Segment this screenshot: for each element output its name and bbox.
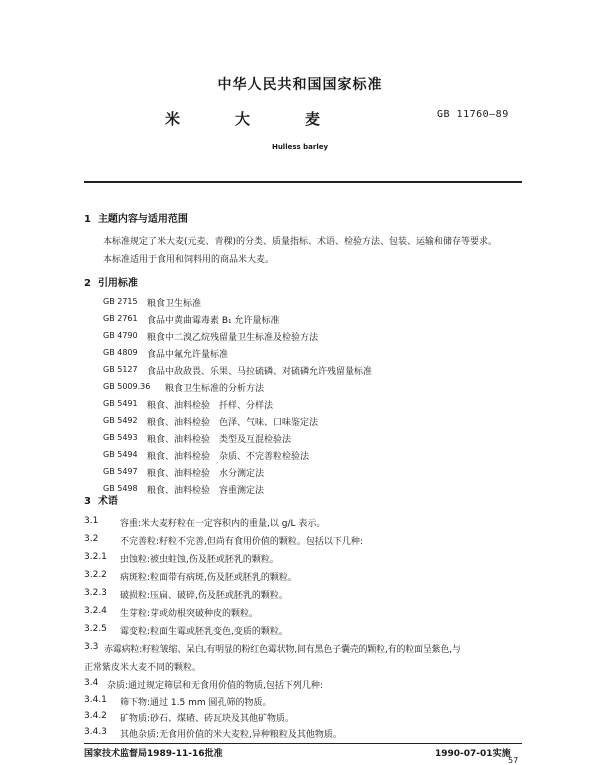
page-number: 57 [508,756,519,765]
reference-title: 粮食、油料检验 容重测定法 [147,486,265,496]
reference-title: 粮食卫生标准的分析方法 [165,384,265,394]
reference-code: GB 5491 [103,399,138,408]
term-number: 3.4.1 [84,695,107,705]
section-number: 2 [84,278,91,289]
section-title: 主题内容与适用范围 [97,214,188,225]
term-number: 3.4.2 [84,711,107,721]
term-number: 3.2 [84,534,99,544]
section-2-heading [84,274,138,289]
reference-title: 粮食、油料检验 扦样、分样法 [147,401,274,411]
title-char: 大 [235,110,251,128]
reference-code: GB 2761 [103,314,138,323]
term-text: 正常紫皮米大麦不同的颗粒。 [84,663,202,673]
reference-title: 食品中黄曲霉毒素 B₁ 允许量标准 [147,316,280,326]
term-number: 3.4 [84,678,99,688]
reference-title: 食品中敌敌畏、乐果、马拉硫磷、对硫磷允许残留量标准 [147,367,373,377]
document-title [165,108,375,129]
term-text: 杂质:通过规定筛层和无食用价值的物质,包括下列几种: [107,681,323,691]
title-char: 麦 [305,110,321,128]
reference-code: GB 4809 [103,348,138,357]
term-number: 3.2.4 [84,606,107,616]
reference-code: GB 2715 [103,297,138,306]
english-title: Hulless barley [271,143,329,151]
reference-code: GB 5009.36 [103,382,151,391]
section-1-heading [84,210,188,225]
reference-code: GB 5492 [103,416,138,425]
term-number: 3.2.3 [84,588,107,598]
section-number: 1 [84,214,91,225]
term-number: 3.2.2 [84,570,107,580]
reference-code: GB 5493 [103,433,138,442]
term-text: 破损粒:压扁、破碎,伤及胚或胚乳的颗粒。 [120,591,288,601]
term-number: 3.4.3 [84,727,107,737]
term-text: 筛下物:通过 1.5 mm 圆孔筛的物质。 [120,698,272,708]
standard-code: GB 11760—89 [437,109,509,120]
section-number: 3 [84,496,91,507]
term-text: 霉变粒:粒面生霉或胚乳变色,变质的颗粒。 [120,627,288,637]
term-number: 3.1 [84,516,99,526]
reference-title: 粮食卫生标准 [147,299,202,309]
national-standard-heading: 中华人民共和国国家标准 [217,77,383,93]
term-text: 生芽粒:芽或幼根突破种皮的颗粒。 [120,609,259,619]
term-text: 不完善粒:籽粒不完善,但尚有食用价值的颗粒。包括以下几种: [120,537,363,547]
reference-title: 粮食、油料检验 杂质、不完善粒检验法 [147,452,310,462]
reference-code: GB 5127 [103,365,138,374]
term-text: 矿物质:砂石、煤碴、砖瓦块及其他矿物质。 [120,714,295,724]
term-number: 3.3 [84,642,99,652]
section-title: 引用标准 [97,278,138,289]
reference-title: 粮食、油料检验 色泽、气味、口味鉴定法 [147,418,319,428]
term-number: 3.2.1 [84,552,107,562]
term-number: 3.2.5 [84,624,107,634]
reference-code: GB 4790 [103,331,138,340]
term-text: 虫蚀粒:被虫蛀蚀,伤及胚或胚乳的颗粒。 [120,555,279,565]
implementation-date: 1990-07-01实施 [435,749,511,759]
approval-date: 国家技术监督局1989-11-16批准 [84,749,223,759]
term-text: 赤霉病粒:籽粒皱缩、呆白,有明显的粉红色霉状物,间有黑色子囊壳的颗粒,有的粒面呈紫色,与 [104,645,461,655]
title-char: 米 [165,110,181,128]
paragraph: 本标准规定了米大麦(元麦、青稞)的分类、质量指标、术语、检验方法、包装、运输和储存等要求。 [103,237,498,247]
reference-title: 食品中氟允许量标准 [147,350,229,360]
term-text: 其他杂质:无食用价值的米大麦粒,异种粮粒及其他物质。 [120,730,342,740]
reference-code: GB 5498 [103,484,138,493]
term-text: 病斑粒:粒面带有病斑,伤及胚或胚乳的颗粒。 [120,573,297,583]
footer-rule [84,743,522,744]
reference-title: 粮食中二溴乙烷残留量卫生标准及检验方法 [147,333,319,343]
reference-code: GB 5494 [103,450,138,459]
reference-code: GB 5497 [103,467,138,476]
section-3-heading [84,492,118,507]
section-title: 术语 [97,496,118,507]
reference-title: 粮食、油料检验 类型及互混检验法 [147,435,292,445]
paragraph: 本标准适用于食用和饲料用的商品米大麦。 [103,255,275,265]
header-rule [84,181,522,183]
reference-title: 粮食、油料检验 水分测定法 [147,469,265,479]
term-text: 容重:米大麦籽粒在一定容积内的重量,以 g/L 表示。 [120,519,326,529]
